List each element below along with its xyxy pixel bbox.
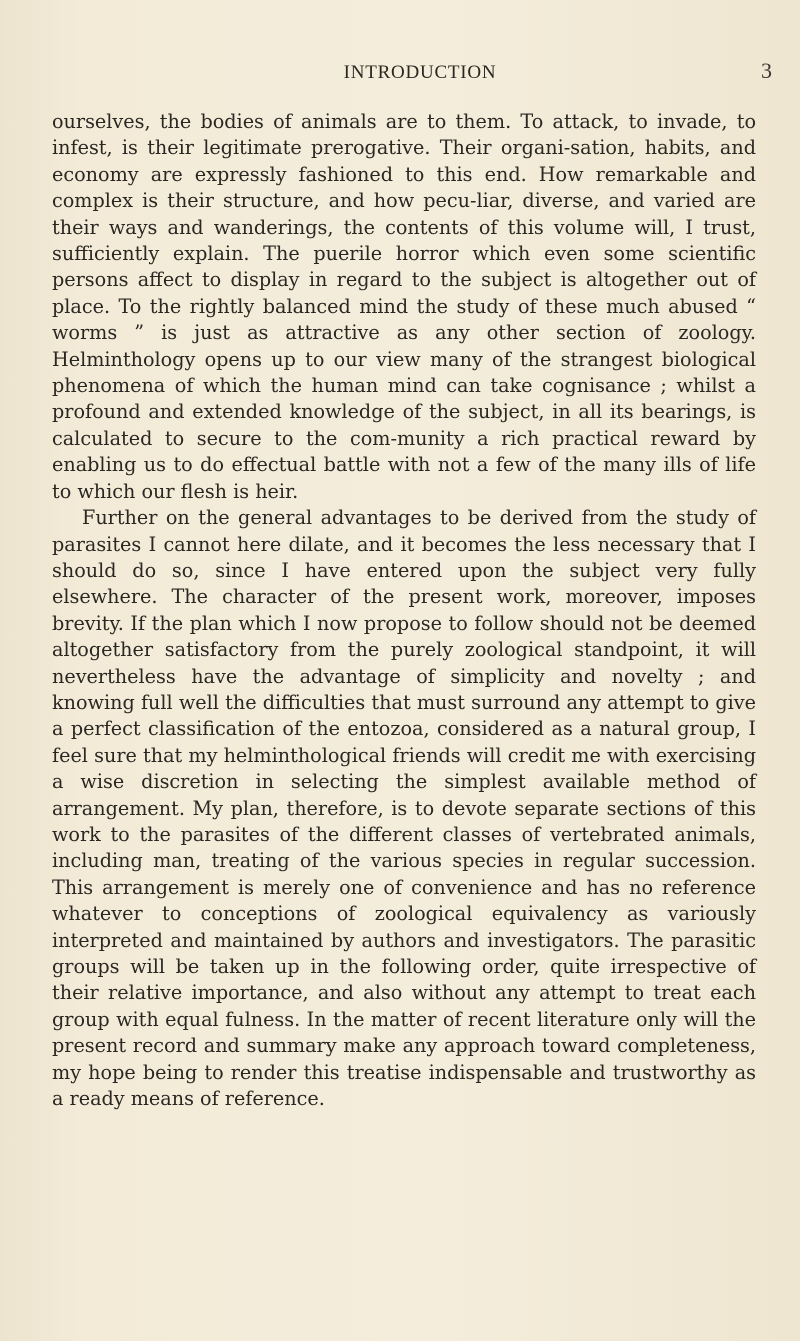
paragraph-2: Further on the general advantages to be derived from the study of parasites I cannot here dilate, and it becomes the less necessary that I should do so, since I have entered upon the subject very fully elsewhere. The character of the present work, moreover, imposes brevity. If the plan which I now propose to follow should not be deemed altogether satisfactory from the purely zoological standpoint, it will nevertheless have the advantage of simplicity and novelty ; and knowing full well the difficulties that must surround any attempt to give a perfect classification of the entozoa, considered as a natural group, I feel sure that my helminthological friends will credit me with exercising a wise discretion in selecting the simplest available method of arrangement. My plan, therefore, is to devote separate sections of this work to the parasites of the different classes of vertebrated animals, including man, treating of the various species in regular succession. This arrangement is merely one of convenience and has no reference whatever to conceptions of zoological equivalency as variously interpreted and maintained by authors and investigators. The parasitic groups will be taken up in the following order, quite irrespective of their relative importance, and also without any attempt to treat each group with equal fulness. In the matter of recent literature only will the present record and summary make any approach toward completeness, my hope being to render this treatise indispensable and trustworthy as a ready means of reference. <box>52 506 756 1111</box>
page-header <box>50 58 790 92</box>
running-title: INTRODUCTION <box>343 62 497 83</box>
paragraph-1: ourselves, the bodies of animals are to them. To attack, to invade, to infest, is their legitimate prerogative. Their organi-sation, habits, and economy are expressly fashioned to this end. How remarkable and complex is their structure, and how pecu-liar, diverse, and varied are their ways and wanderings, the contents of this volume will, I trust, sufficiently explain. The puerile horror which even some scientific persons affect to display in regard to the subject is altogether out of place. To the rightly balanced mind the study of these much abused “ worms ” is just as attractive as any other section of zoology. Helminthology opens up to our view many of the strangest biological phenomena of which the human mind can take cognisance ; whilst a profound and extended knowledge of the subject, in all its bearings, is calculated to secure to the com-munity a rich practical reward by enabling us to do effectual battle with not a few of the many ills of life to which our flesh is heir. <box>52 110 756 503</box>
page-number: 3 <box>761 58 772 83</box>
body-text <box>52 109 756 1112</box>
